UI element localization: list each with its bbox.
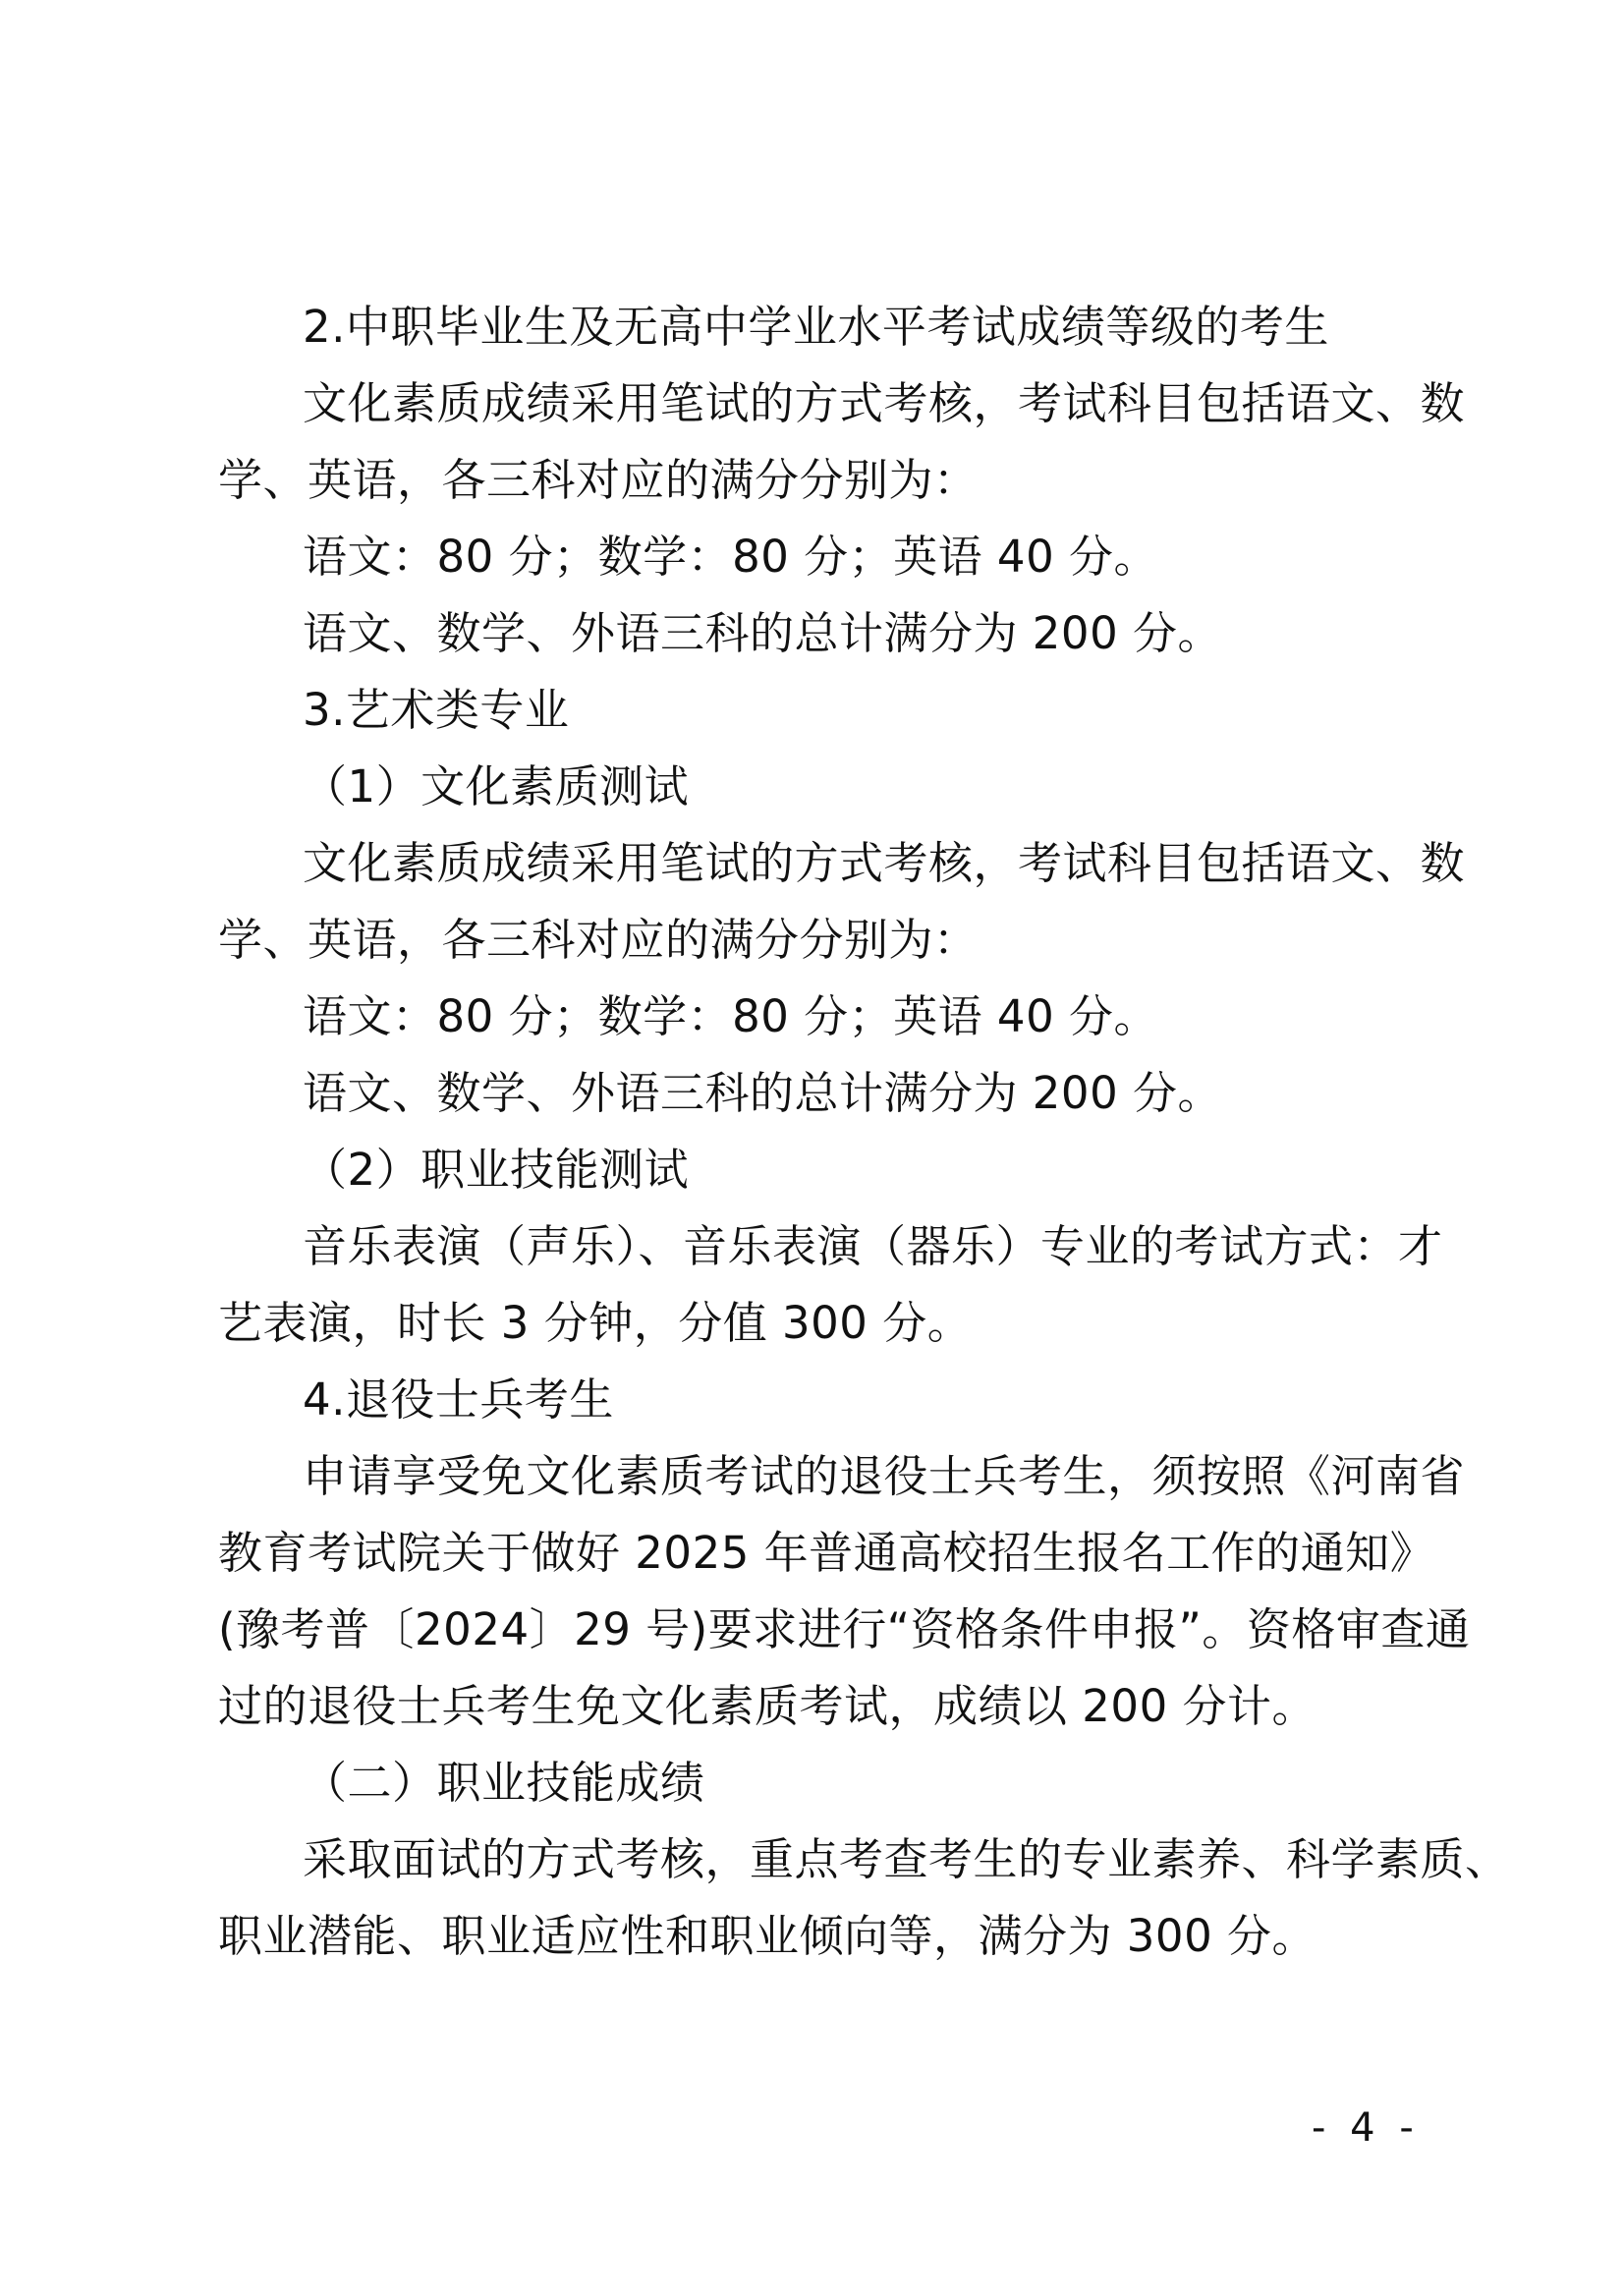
subheading-vocational-skill-score: （二）职业技能成绩 [303, 1757, 705, 1809]
paragraph-line: 职业潜能、职业适应性和职业倾向等，满分为 300 分。 [218, 1910, 1317, 1962]
paragraph-line: 申请享受免文化素质考试的退役士兵考生，须按照《河南省 [303, 1450, 1466, 1502]
page-number: - 4 - [1312, 2105, 1420, 2151]
subheading-vocational-skill-test: （2）职业技能测试 [303, 1144, 690, 1196]
total-score-line: 语文、数学、外语三科的总计满分为 200 分。 [303, 607, 1223, 659]
heading-art-majors: 3.艺术类专业 [303, 684, 570, 736]
paragraph-line: 过的退役士兵考生免文化素质考试，成绩以 200 分计。 [218, 1680, 1317, 1732]
subheading-cultural-test: （1）文化素质测试 [303, 760, 690, 812]
paragraph-line: 文化素质成绩采用笔试的方式考核，考试科目包括语文、数 [303, 837, 1466, 889]
heading-retired-soldiers: 4.退役士兵考生 [303, 1373, 614, 1426]
paragraph-line: 采取面试的方式考核，重点考查考生的专业素养、科学素质、 [303, 1833, 1510, 1885]
score-line: 语文：80 分；数学：80 分；英语 40 分。 [303, 531, 1159, 583]
paragraph-line: 学、英语，各三科对应的满分分别为： [218, 914, 979, 966]
paragraph-line: 艺表演，时长 3 分钟，分值 300 分。 [218, 1297, 973, 1349]
score-line: 语文：80 分；数学：80 分；英语 40 分。 [303, 990, 1159, 1042]
paragraph-line: 教育考试院关于做好 2025 年普通高校招生报名工作的通知》 [218, 1527, 1435, 1579]
paragraph-line: (豫考普〔2024〕29 号)要求进行“资格条件申报”。资格审查通 [218, 1603, 1471, 1655]
paragraph-line: 文化素质成绩采用笔试的方式考核，考试科目包括语文、数 [303, 377, 1466, 429]
total-score-line: 语文、数学、外语三科的总计满分为 200 分。 [303, 1067, 1223, 1119]
paragraph-line: 音乐表演（声乐）、音乐表演（器乐）专业的考试方式：才 [303, 1220, 1443, 1272]
heading-secondary-vocational-graduates: 2.中职毕业生及无高中学业水平考试成绩等级的考生 [303, 301, 1329, 353]
paragraph-line: 学、英语，各三科对应的满分分别为： [218, 454, 979, 506]
